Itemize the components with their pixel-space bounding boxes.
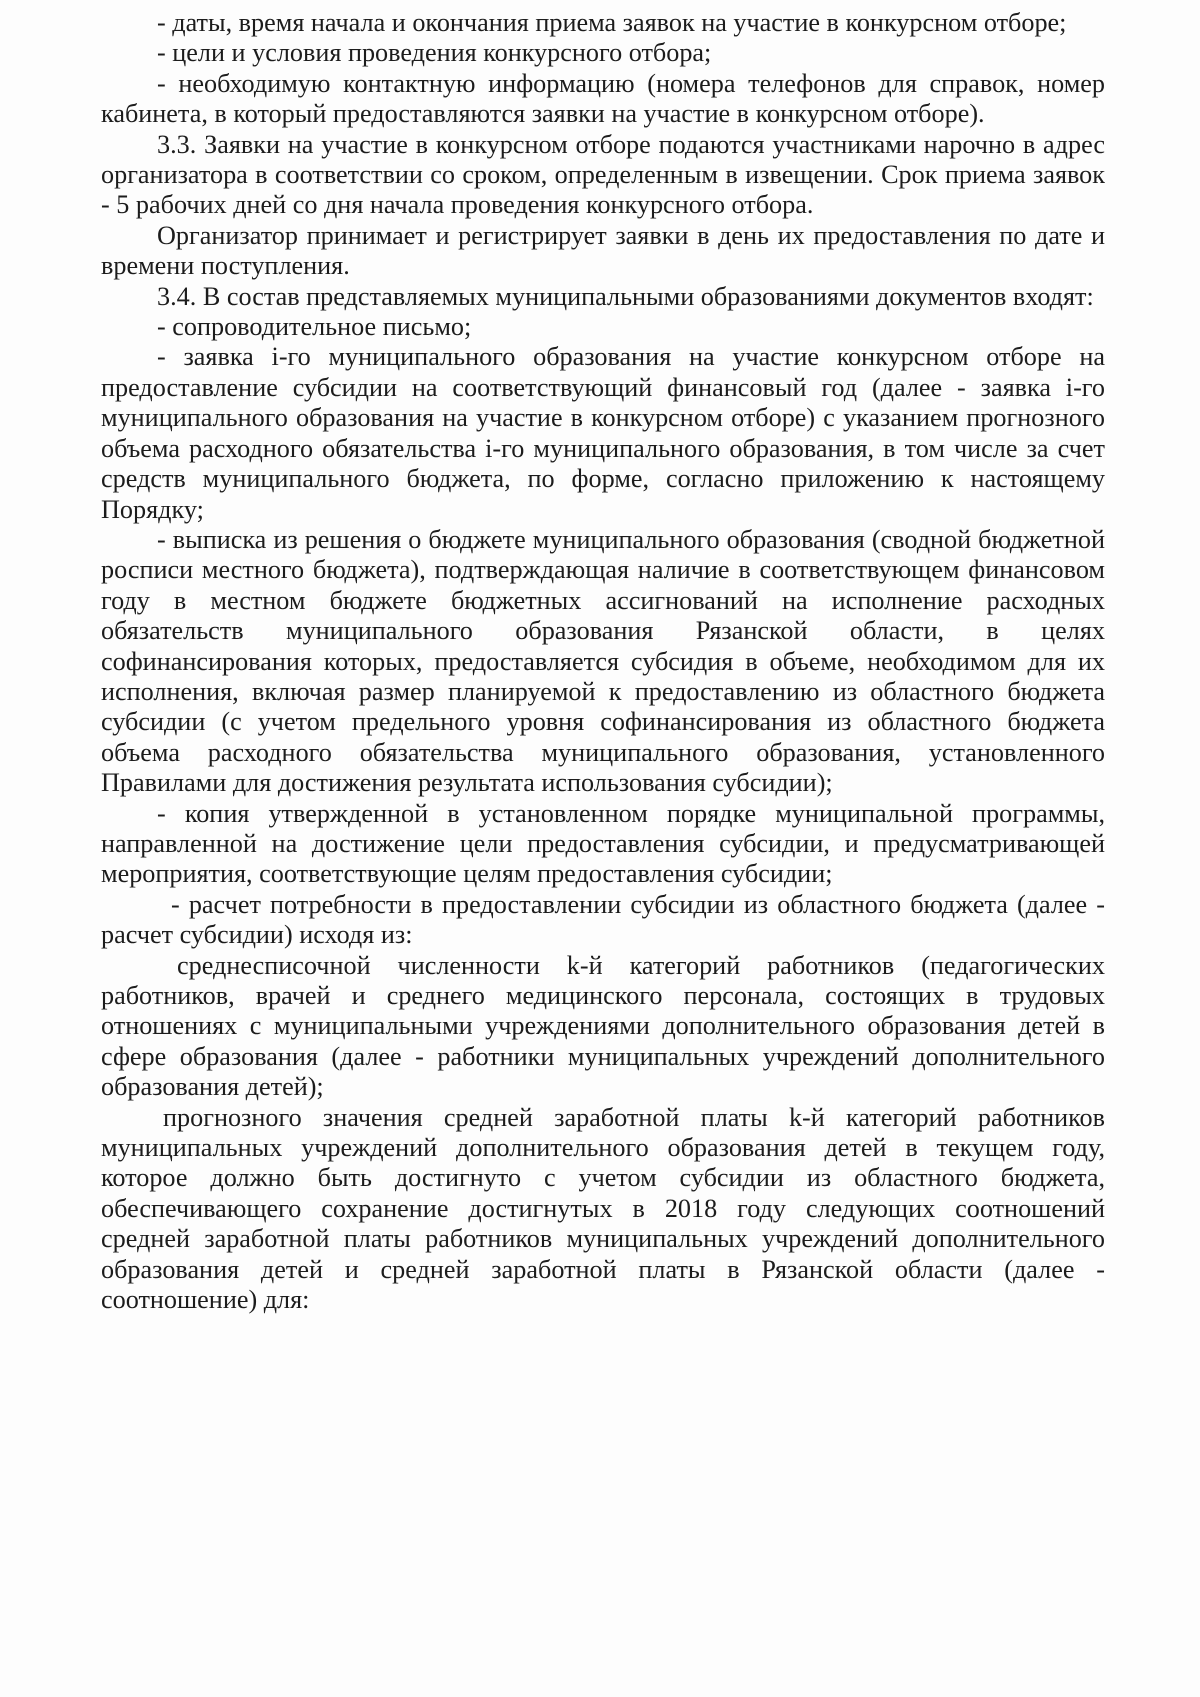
paragraph-program-copy: - копия утвержденной в установленном порядке муниципальной программы, направленной на достижение цели предоставления субсидии, и предусматривающей мероприятия, соответствующие целям предоставления субсидии; (101, 798, 1105, 889)
paragraph-budget-extract: - выписка из решения о бюджете муниципального образования (сводной бюджетной росписи местного бюджета), подтверждающая наличие в соответствующем финансовом году в местном бюджете бюджетных ассигнований на исполнение расходных обязательств муниципального образования Рязанской области, в целях софинансирования которых, предоставляется субсидия в объеме, необходимом для их исполнения, включая размер планируемой к предоставлению из областного бюджета субсидии (с учетом предельного уровня софинансирования из областного бюджета объема расходного обязательства муниципального образования, установленного Правилами для достижения результата использования субсидии); (101, 524, 1105, 798)
paragraph-contacts: - необходимую контактную информацию (номера телефонов для справок, номер кабинета, в который предоставляются заявки на участие в конкурсном отборе). (101, 68, 1105, 129)
paragraph-organizer: Организатор принимает и регистрирует заявки в день их предоставления по дате и времени поступления. (101, 220, 1105, 281)
paragraph-goals: - цели и условия проведения конкурсного отбора; (157, 38, 712, 68)
paragraph-subsidy-calc: - расчет потребности в предоставлении субсидии из областного бюджета (далее - расчет субсидии) исходя из: (101, 889, 1105, 950)
paragraph-cover-letter: - сопроводительное письмо; (157, 312, 472, 342)
paragraph-headcount: среднесписочной численности k-й категорий работников (педагогических работников, врачей и среднего медицинского персонала, состоящих в трудовых отношениях с муниципальными учреждениями дополнительного образования детей в сфере образования (далее - работники муниципальных учреждений дополнительного образования детей); (101, 950, 1105, 1102)
paragraph-application: - заявка i-го муниципального образования на участие конкурсном отборе на предоставление субсидии на соответствующий финансовый год (далее - заявка i-го муниципального образования на участие в конкурсном отборе) с указанием прогнозного объема расходного обязательства i-го муниципального образования, в том числе за счет средств муниципального бюджета, по форме, согласно приложению к настоящему Порядку; (101, 342, 1105, 524)
paragraph-dates: - даты, время начала и окончания приема заявок на участие в конкурсном отборе; (157, 8, 1067, 37)
document-body (101, 8, 1105, 1315)
paragraph-3-4: 3.4. В состав представляемых муниципальными образованиями документов входят: (157, 281, 1094, 311)
paragraph-forecast-salary: прогнозного значения средней заработной платы k-й категорий работников муниципальных учреждений дополнительного образования детей в текущем году, которое должно быть достигнуто с учетом субсидии из областного бюджета, обеспечивающего сохранение достигнутых в 2018 году следующих соотношений средней заработной платы работников муниципальных учреждений дополнительного образования детей и средней заработной платы в Рязанской области (далее - соотношение) для: (101, 1102, 1105, 1315)
paragraph-3-3: 3.3. Заявки на участие в конкурсном отборе подаются участниками нарочно в адрес организатора в соответствии со сроком, определенным в извещении. Срок приема заявок - 5 рабочих дней со дня начала проведения конкурсного отбора. (101, 129, 1105, 220)
